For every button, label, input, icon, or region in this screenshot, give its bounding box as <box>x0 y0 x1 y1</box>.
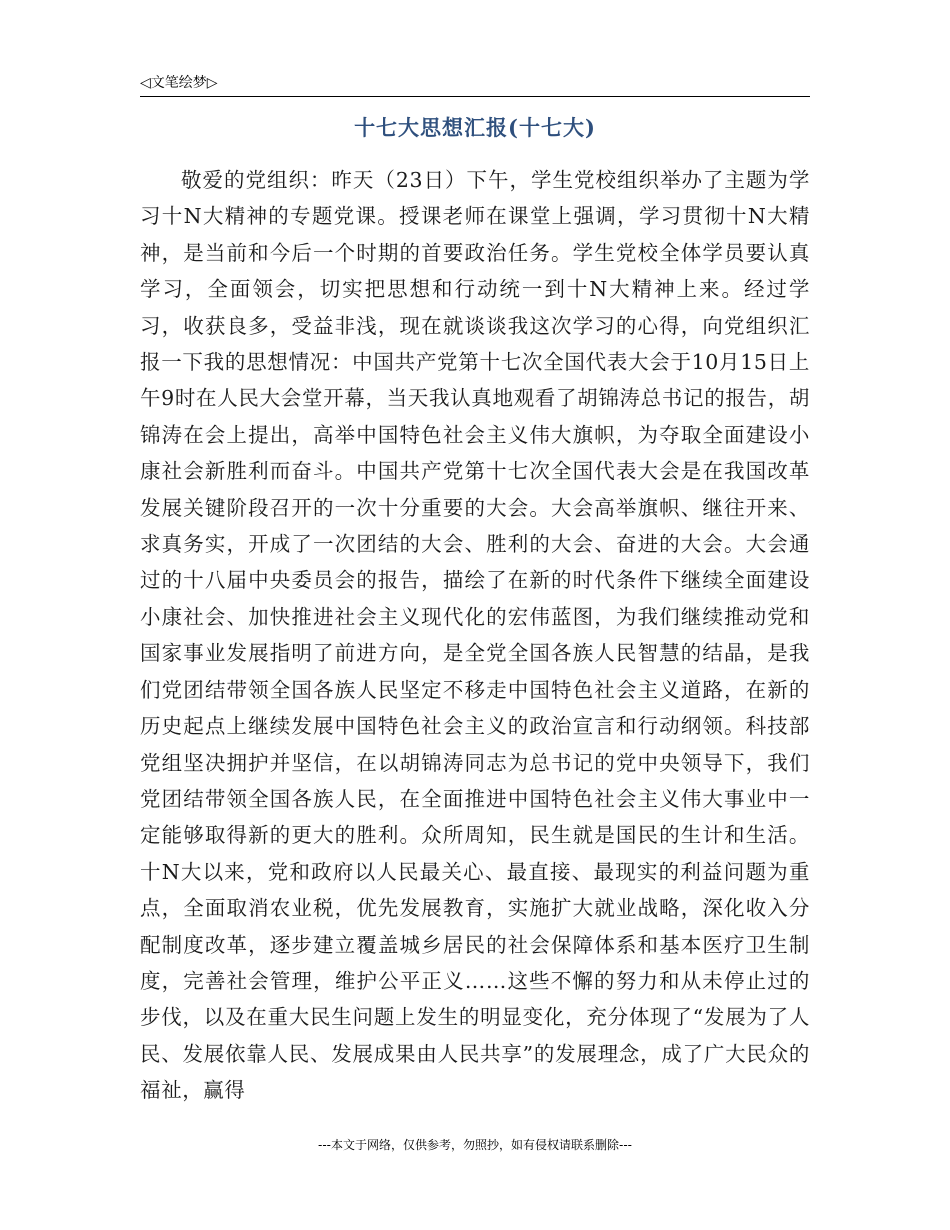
document-body: 敬爱的党组织：昨天（23日）下午，学生党校组织举办了主题为学习十N大精神的专题党课。授课老师在课堂上强调，学习贯彻十N大精神，是当前和今后一个时期的首要政治任务。学生党校全体学员要认真学习，全面领会，切实把思想和行动统一到十N大精神上来。经过学习，收获良多，受益非浅，现在就谈谈我这次学习的心得，向党组织汇报一下我的思想情况：中国共产党第十七次全国代表大会于10月15日上午9时在人民大会堂开幕，当天我认真地观看了胡锦涛总书记的报告，胡锦涛在会上提出，高举中国特色社会主义伟大旗帜，为夺取全面建设小康社会新胜利而奋斗。中国共产党第十七次全国代表大会是在我国改革发展关键阶段召开的一次十分重要的大会。大会高举旗帜、继往开来、求真务实，开成了一次团结的大会、胜利的大会、奋进的大会。大会通过的十八届中央委员会的报告，描绘了在新的时代条件下继续全面建设小康社会、加快推进社会主义现代化的宏伟蓝图，为我们继续推动党和国家事业发展指明了前进方向，是全党全国各族人民智慧的结晶，是我们党团结带领全国各族人民坚定不移走中国特色社会主义道路，在新的历史起点上继续发展中国特色社会主义的政治宣言和行动纲领。科技部党组坚决拥护并坚信，在以胡锦涛同志为总书记的党中央领导下，我们党团结带领全国各族人民，在全面推进中国特色社会主义伟大事业中一定能够取得新的更大的胜利。众所周知，民生就是国民的生计和生活。十N大以来，党和政府以人民最关心、最直接、最现实的利益问题为重点，全面取消农业税，优先发展教育，实施扩大就业战略，深化收入分配制度改革，逐步建立覆盖城乡居民的社会保障体系和基本医疗卫生制度，完善社会管理，维护公平正义……这些不懈的努力和从未停止过的步伐，以及在重大民生问题上发生的明显变化，充分体现了“发展为了人民、发展依靠人民、发展成果由人民共享”的发展理念，成了广大民众的福祉，赢得 <box>140 168 810 1103</box>
document-title: 十七大思想汇报(十七大) <box>354 115 596 140</box>
page-footer-notice: ---本文于网络，仅供参考，勿照抄，如有侵权请联系删除--- <box>318 1138 632 1152</box>
page-header <box>140 74 810 97</box>
header-brand: ◁文笔绘梦▷ <box>140 75 218 91</box>
